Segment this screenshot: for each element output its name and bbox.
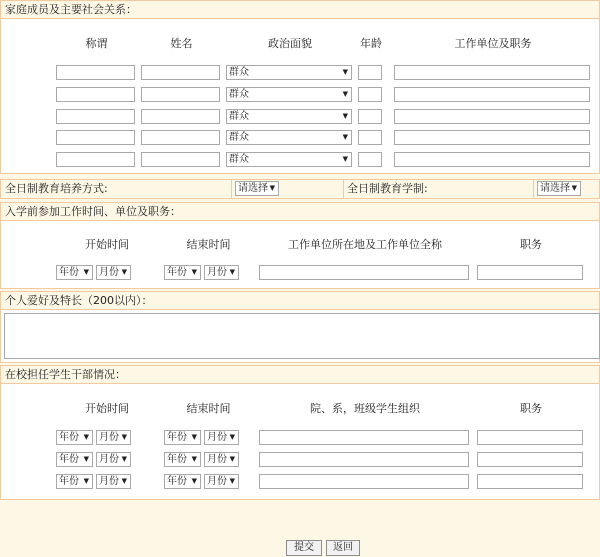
organization-input[interactable] (259, 430, 469, 445)
dropdown-arrow-icon: ▼ (121, 477, 127, 485)
column-header-start-time: 开始时间 (85, 238, 129, 251)
start-year-value: 年份 (59, 432, 79, 443)
fulltime-method-value: 请选择 (238, 183, 268, 194)
age-input[interactable] (358, 130, 382, 145)
fulltime-method-select[interactable] (235, 181, 279, 196)
start-month-select[interactable] (96, 265, 131, 280)
column-header-title: 称谓 (85, 37, 108, 50)
name-input[interactable] (141, 109, 220, 124)
fulltime-method-label: 全日制教育培养方式: (5, 182, 108, 195)
back-button[interactable]: 返回 (326, 540, 360, 556)
political-select-value: 群众 (229, 67, 249, 78)
relation-input[interactable] (56, 130, 135, 145)
dropdown-arrow-icon: ▼ (342, 68, 348, 76)
dropdown-arrow-icon: ▼ (229, 477, 235, 485)
end-month-value: 月份 (207, 476, 227, 487)
start-month-value: 月份 (99, 476, 119, 487)
cadre-section-header (0, 365, 600, 384)
start-month-value: 月份 (99, 454, 119, 465)
organization-input[interactable] (259, 474, 469, 489)
start-month-select[interactable] (96, 452, 131, 467)
start-year-value: 年份 (59, 267, 79, 278)
position-input[interactable] (477, 452, 583, 467)
political-select-value: 群众 (229, 89, 249, 100)
end-month-value: 月份 (207, 432, 227, 443)
dropdown-arrow-icon: ▼ (83, 477, 89, 485)
end-year-value: 年份 (167, 454, 187, 465)
column-header-name: 姓名 (170, 37, 193, 50)
end-month-select[interactable] (204, 452, 239, 467)
end-month-select[interactable] (204, 474, 239, 489)
dropdown-arrow-icon: ▼ (191, 477, 197, 485)
dropdown-arrow-icon: ▼ (191, 455, 197, 463)
political-select[interactable] (226, 65, 352, 80)
workplace-input[interactable] (394, 152, 590, 167)
dropdown-arrow-icon: ▼ (571, 184, 577, 192)
start-year-value: 年份 (59, 454, 79, 465)
cadre-section-title: 在校担任学生干部情况： (5, 368, 126, 381)
political-select[interactable] (226, 87, 352, 102)
organization-input[interactable] (259, 452, 469, 467)
start-month-value: 月份 (99, 267, 119, 278)
name-input[interactable] (141, 65, 220, 80)
column-header-workplace-full: 工作单位所在地及工作单位全称 (288, 238, 442, 251)
dropdown-arrow-icon: ▼ (191, 268, 197, 276)
submit-button[interactable]: 提交 (286, 540, 322, 556)
dropdown-arrow-icon: ▼ (229, 455, 235, 463)
workplace-input[interactable] (394, 87, 590, 102)
dropdown-arrow-icon: ▼ (83, 433, 89, 441)
fulltime-system-select[interactable] (537, 181, 581, 196)
dropdown-arrow-icon: ▼ (342, 90, 348, 98)
dropdown-arrow-icon: ▼ (229, 433, 235, 441)
fulltime-system-label: 全日制教育学制: (347, 182, 428, 195)
workplace-input[interactable] (394, 109, 590, 124)
political-select-value: 群众 (229, 154, 249, 165)
dropdown-arrow-icon: ▼ (83, 268, 89, 276)
political-select-value: 群众 (229, 132, 249, 143)
hobbies-section-title: 个人爱好及特长（200以内）： (5, 294, 153, 307)
dropdown-arrow-icon: ▼ (121, 268, 127, 276)
position-input[interactable] (477, 430, 583, 445)
start-year-value: 年份 (59, 476, 79, 487)
dropdown-arrow-icon: ▼ (83, 455, 89, 463)
hobbies-section-header (0, 291, 600, 310)
column-header-age: 年龄 (360, 37, 382, 50)
dropdown-arrow-icon: ▼ (121, 433, 127, 441)
political-select[interactable] (226, 152, 352, 167)
end-year-value: 年份 (167, 476, 187, 487)
column-header-organization: 院、系，班级学生组织 (310, 402, 420, 415)
relation-input[interactable] (56, 87, 135, 102)
relation-input[interactable] (56, 65, 135, 80)
column-header-political: 政治面貌 (268, 37, 312, 50)
cell-divider (231, 179, 232, 199)
start-year-select[interactable] (56, 452, 93, 467)
fulltime-row (0, 179, 600, 199)
start-month-select[interactable] (96, 430, 131, 445)
age-input[interactable] (358, 65, 382, 80)
workplace-input[interactable] (394, 65, 590, 80)
column-header-start-time: 开始时间 (85, 402, 129, 415)
end-year-select[interactable] (164, 265, 201, 280)
political-select-value: 群众 (229, 111, 249, 122)
dropdown-arrow-icon: ▼ (342, 155, 348, 163)
age-input[interactable] (358, 109, 382, 124)
column-header-end-time: 结束时间 (186, 402, 231, 415)
start-month-value: 月份 (99, 432, 119, 443)
position-input[interactable] (477, 265, 583, 280)
family-section-title: 家庭成员及主要社会关系： (5, 3, 137, 16)
family-section-header (0, 0, 600, 19)
column-header-workplace: 工作单位及职务 (454, 37, 532, 50)
political-select[interactable] (226, 109, 352, 124)
end-month-value: 月份 (207, 267, 227, 278)
dropdown-arrow-icon: ▼ (191, 433, 197, 441)
end-year-value: 年份 (167, 267, 187, 278)
age-input[interactable] (358, 152, 382, 167)
end-year-select[interactable] (164, 474, 201, 489)
cell-divider (533, 179, 534, 199)
age-input[interactable] (358, 87, 382, 102)
dropdown-arrow-icon: ▼ (342, 133, 348, 141)
column-header-position: 职务 (520, 238, 542, 251)
end-month-select[interactable] (204, 265, 239, 280)
start-year-select[interactable] (56, 474, 93, 489)
dropdown-arrow-icon: ▼ (342, 112, 348, 120)
pre-work-section-title: 入学前参加工作时间、单位及职务： (5, 205, 181, 218)
workplace-input[interactable] (394, 130, 590, 145)
relation-input[interactable] (56, 109, 135, 124)
dropdown-arrow-icon: ▼ (269, 184, 275, 192)
column-header-end-time: 结束时间 (186, 238, 231, 251)
start-year-select[interactable] (56, 265, 93, 280)
workplace-full-input[interactable] (259, 265, 469, 280)
end-year-value: 年份 (167, 432, 187, 443)
name-input[interactable] (141, 87, 220, 102)
hobbies-textarea[interactable] (4, 313, 600, 359)
relation-input[interactable] (56, 152, 135, 167)
start-year-select[interactable] (56, 430, 93, 445)
column-header-position: 职务 (520, 402, 542, 415)
dropdown-arrow-icon: ▼ (121, 455, 127, 463)
dropdown-arrow-icon: ▼ (229, 268, 235, 276)
political-select[interactable] (226, 130, 352, 145)
start-month-select[interactable] (96, 474, 131, 489)
cell-divider (343, 179, 344, 199)
end-year-select[interactable] (164, 452, 201, 467)
name-input[interactable] (141, 130, 220, 145)
position-input[interactable] (477, 474, 583, 489)
end-month-select[interactable] (204, 430, 239, 445)
end-year-select[interactable] (164, 430, 201, 445)
fulltime-system-value: 请选择 (540, 183, 570, 194)
pre-work-section-header (0, 202, 600, 221)
name-input[interactable] (141, 152, 220, 167)
end-month-value: 月份 (207, 454, 227, 465)
